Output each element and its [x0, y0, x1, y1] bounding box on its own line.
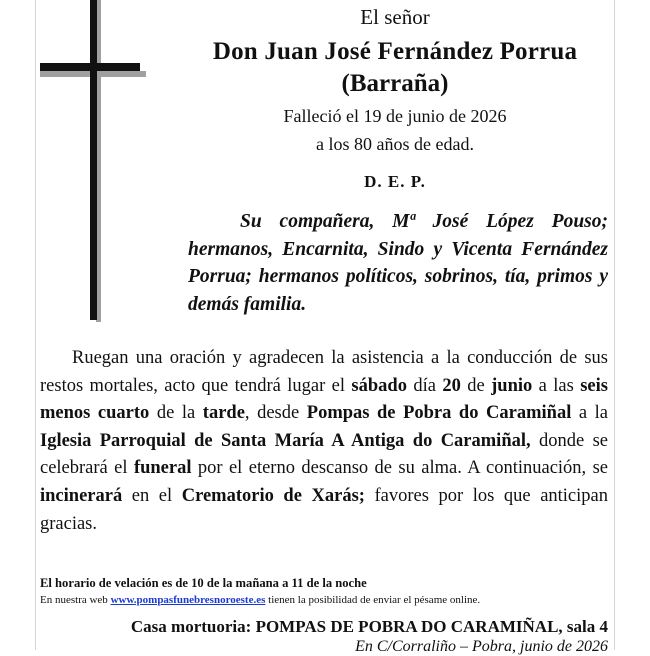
ceremony-text-part: favores por los que anticipan gracias. — [40, 485, 608, 534]
ceremony-crematorium: Crematorio de Xarás; — [181, 485, 365, 506]
ceremony-text-part: Ruegan una oración y agradecen la asistencia a la conducción de sus restos mortales, acto que tendrá lugar el — [40, 348, 608, 396]
ceremony-text-part: de — [460, 375, 492, 396]
ceremony-text-part: a las — [532, 375, 581, 396]
salutation: El señor — [360, 5, 430, 29]
ceremony-text-part: día — [406, 375, 443, 396]
ceremony-text-part: por el eterno descanso de su alma. A continuación, se — [191, 458, 608, 479]
ceremony-cremation: incinerará — [40, 485, 123, 506]
ceremony-text-part: donde se celebrará el — [40, 430, 608, 479]
death-date: Falleció el 19 de junio de 2026 — [283, 106, 507, 126]
ceremony-month: junio — [491, 375, 533, 396]
place-date: En C/Corraliño – Pobra, junio de 2026 — [355, 638, 608, 655]
ceremony-text-part: de la — [149, 403, 203, 424]
cross-vertical — [90, 0, 97, 320]
ceremony-day-label: sábado — [351, 375, 407, 396]
ceremony-text-part: a la — [571, 403, 609, 424]
ceremony-origin: Pompas de Pobra do Caramiñal — [306, 403, 572, 424]
funeral-home-value: POMPAS DE POBRA DO CARAMIÑAL, sala 4 — [255, 617, 608, 636]
funeral-home — [40, 617, 608, 637]
web-notice — [40, 594, 608, 606]
ceremony-funeral: funeral — [133, 458, 192, 479]
cross-icon — [40, 0, 160, 320]
family-text: Su compañera, Mª José López Pouso; hermanos, Encarnita, Sindo y Vicenta Fernández Porrua; hermanos políticos, sobrinos, tía, primos y demás familia. — [188, 211, 608, 315]
ceremony-day-number: 20 — [442, 375, 461, 396]
cross-horizontal — [40, 63, 140, 71]
ceremony-text — [40, 345, 608, 538]
deceased-alias: (Barraña) — [341, 70, 449, 97]
visiting-hours: El horario de velación es de 10 de la mañana a 11 de la noche — [40, 576, 367, 590]
rip-text: D. E. P. — [364, 172, 426, 191]
funeral-home-label: Casa mortuoria: — [130, 617, 256, 636]
deceased-name: Don Juan José Fernández Porrua — [212, 38, 578, 65]
age: a los 80 años de edad. — [316, 134, 474, 154]
ceremony-text-part: en el — [122, 485, 182, 506]
ceremony-text-part: , desde — [244, 403, 307, 424]
website-link[interactable]: www.pompasfunebresnoroeste.es — [110, 594, 266, 606]
ceremony-time: seis menos cuarto — [40, 375, 608, 424]
web-notice-prefix: En nuestra web — [40, 594, 111, 606]
ceremony-church: Iglesia Parroquial de Santa María A Antiga do Caramiñal, — [40, 430, 531, 451]
web-notice-suffix: tienen la posibilidad de enviar el pésame online. — [265, 594, 481, 606]
ceremony-time-of-day: tarde — [202, 403, 245, 424]
